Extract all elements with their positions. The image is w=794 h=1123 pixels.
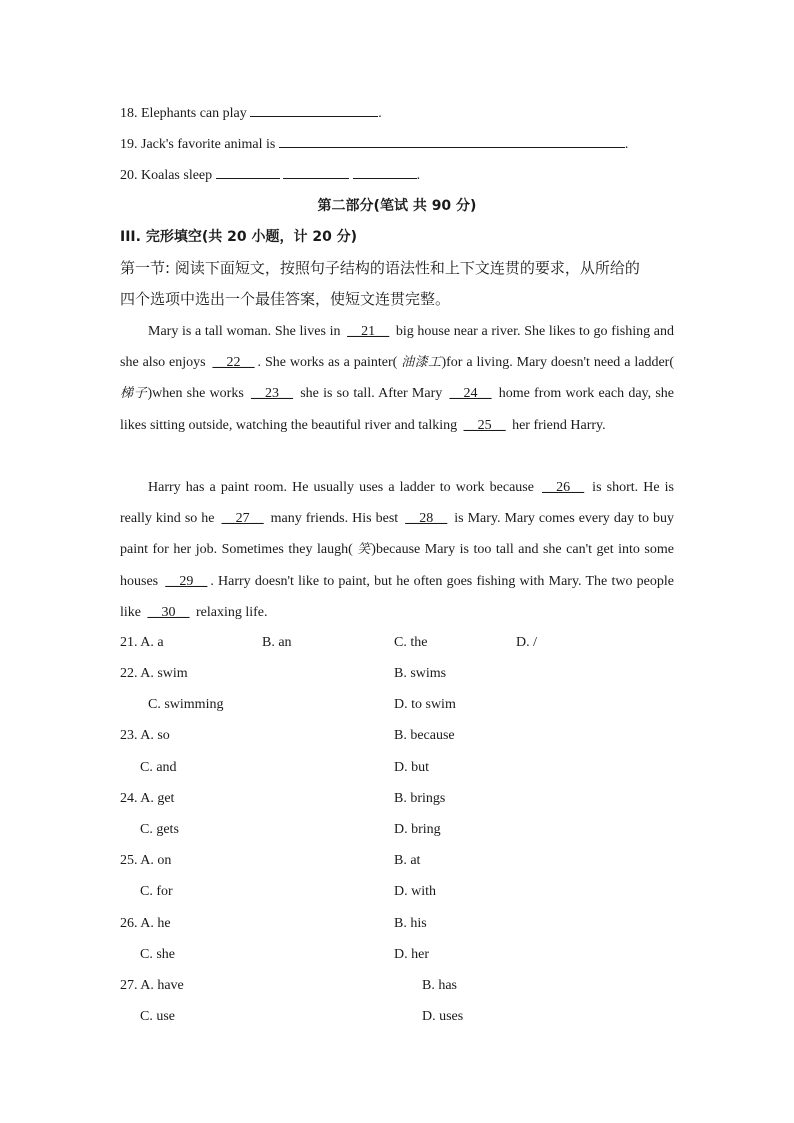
passage-text: Mary is a tall woman. She lives in bbox=[148, 324, 345, 339]
answer-blank-18[interactable] bbox=[250, 102, 378, 117]
gloss-painter: 油漆工 bbox=[401, 355, 442, 371]
question-19-text: 19. Jack's favorite animal is bbox=[120, 137, 279, 152]
passage-text: Harry has a paint room. He usually uses a ladder to work because bbox=[148, 480, 540, 495]
answer-blank-19[interactable] bbox=[279, 133, 625, 148]
passage-text: relaxing life. bbox=[192, 604, 268, 620]
passage-text: is Mary. Mary comes every day to buy paint for her job. Sometimes they laugh( bbox=[120, 511, 674, 558]
option-26-b[interactable]: B. his bbox=[394, 916, 427, 931]
option-27-b[interactable]: B. has bbox=[422, 978, 457, 993]
option-22-d[interactable]: D. to swim bbox=[394, 697, 456, 712]
option-24-d[interactable]: D. bring bbox=[394, 822, 441, 837]
section-three-heading: III. 完形填空(共 20 小题，计 20 分) bbox=[120, 229, 358, 245]
question-19: 19. Jack's favorite animal is . bbox=[120, 133, 628, 155]
passage-text: . She works as a painter( bbox=[257, 355, 402, 371]
instructions-line-1: 第一节: 阅读下面短文，按照句子结构的语法性和上下文连贯的要求，从所给的 bbox=[120, 259, 640, 277]
question-20-text: 20. Koalas sleep bbox=[120, 168, 216, 183]
passage-text: is short. He is really kind so he bbox=[120, 480, 675, 527]
option-25-b[interactable]: B. at bbox=[394, 853, 421, 868]
option-21-c[interactable]: C. the bbox=[394, 635, 428, 650]
part-two-title: 第二部分(笔试 共 90 分) bbox=[317, 198, 477, 214]
option-24-b[interactable]: B. brings bbox=[394, 791, 446, 806]
instructions-line-2: 四个选项中选出一个最佳答案，使短文连贯完整。 bbox=[120, 290, 451, 308]
option-25-c[interactable]: C. for bbox=[140, 884, 173, 899]
passage-text: . Harry doesn't like to paint, but he often goes fishing with Mary. The two people like bbox=[120, 573, 674, 620]
passage-paragraph-1 bbox=[120, 316, 674, 441]
option-21-b[interactable]: B. an bbox=[262, 635, 292, 650]
option-23-d[interactable]: D. but bbox=[394, 760, 429, 775]
option-24-c[interactable]: C. gets bbox=[140, 822, 179, 837]
option-22-c[interactable]: C. swimming bbox=[148, 697, 224, 712]
gloss-ladder: 梯子 bbox=[120, 386, 148, 402]
option-26-d[interactable]: D. her bbox=[394, 947, 429, 962]
blank-30: __30__ bbox=[147, 604, 190, 620]
blank-27: __27__ bbox=[221, 511, 264, 527]
option-24-a[interactable]: 24. A. get bbox=[120, 791, 175, 806]
blank-22: __22__ bbox=[212, 355, 255, 371]
answer-blank-20c[interactable] bbox=[353, 164, 417, 179]
option-21-a[interactable]: 21. A. a bbox=[120, 635, 164, 650]
option-27-a[interactable]: 27. A. have bbox=[120, 978, 184, 993]
option-23-b[interactable]: B. because bbox=[394, 728, 455, 743]
option-22-a[interactable]: 22. A. swim bbox=[120, 666, 188, 681]
passage-text: big house near a river. She likes to go fishing and she also enjoys bbox=[120, 324, 674, 371]
passage-text: )because Mary is too tall and she can't get into some houses bbox=[120, 542, 674, 589]
question-18-text: 18. Elephants can play bbox=[120, 106, 251, 121]
passage-text: her friend Harry. bbox=[508, 417, 606, 433]
option-23-c[interactable]: C. and bbox=[140, 760, 177, 775]
question-18: 18. Elephants can play . bbox=[120, 102, 382, 124]
passage-text: many friends. His best bbox=[266, 511, 403, 527]
blank-23: __23__ bbox=[251, 386, 293, 402]
answer-blank-20b[interactable] bbox=[283, 164, 349, 179]
option-25-a[interactable]: 25. A. on bbox=[120, 853, 172, 868]
answer-blank-20a[interactable] bbox=[216, 164, 280, 179]
passage-text: home from work each day, she likes sitting outside, watching the beautiful river and talking bbox=[120, 386, 675, 433]
option-21-d[interactable]: D. / bbox=[516, 635, 537, 650]
option-26-a[interactable]: 26. A. he bbox=[120, 916, 171, 931]
option-23-a[interactable]: 23. A. so bbox=[120, 728, 170, 743]
blank-29: __29__ bbox=[165, 573, 208, 589]
option-27-d[interactable]: D. uses bbox=[422, 1009, 464, 1024]
blank-24: __24__ bbox=[449, 386, 492, 402]
option-25-d[interactable]: D. with bbox=[394, 884, 436, 899]
blank-25: __25__ bbox=[463, 417, 506, 433]
blank-21: __21__ bbox=[347, 324, 390, 339]
option-22-b[interactable]: B. swims bbox=[394, 666, 447, 681]
question-20: 20. Koalas sleep . bbox=[120, 164, 420, 186]
passage-text: she is so tall. After Mary bbox=[296, 386, 447, 402]
passage-paragraph-2 bbox=[120, 472, 674, 628]
blank-26: __26__ bbox=[542, 480, 585, 495]
gloss-laugh: 笑 bbox=[357, 542, 372, 558]
passage-text: )for a living. Mary doesn't need a ladder( bbox=[441, 355, 674, 371]
passage-text: )when she works bbox=[147, 386, 248, 402]
option-27-c[interactable]: C. use bbox=[140, 1009, 175, 1024]
blank-28: __28__ bbox=[405, 511, 448, 527]
option-26-c[interactable]: C. she bbox=[140, 947, 175, 962]
